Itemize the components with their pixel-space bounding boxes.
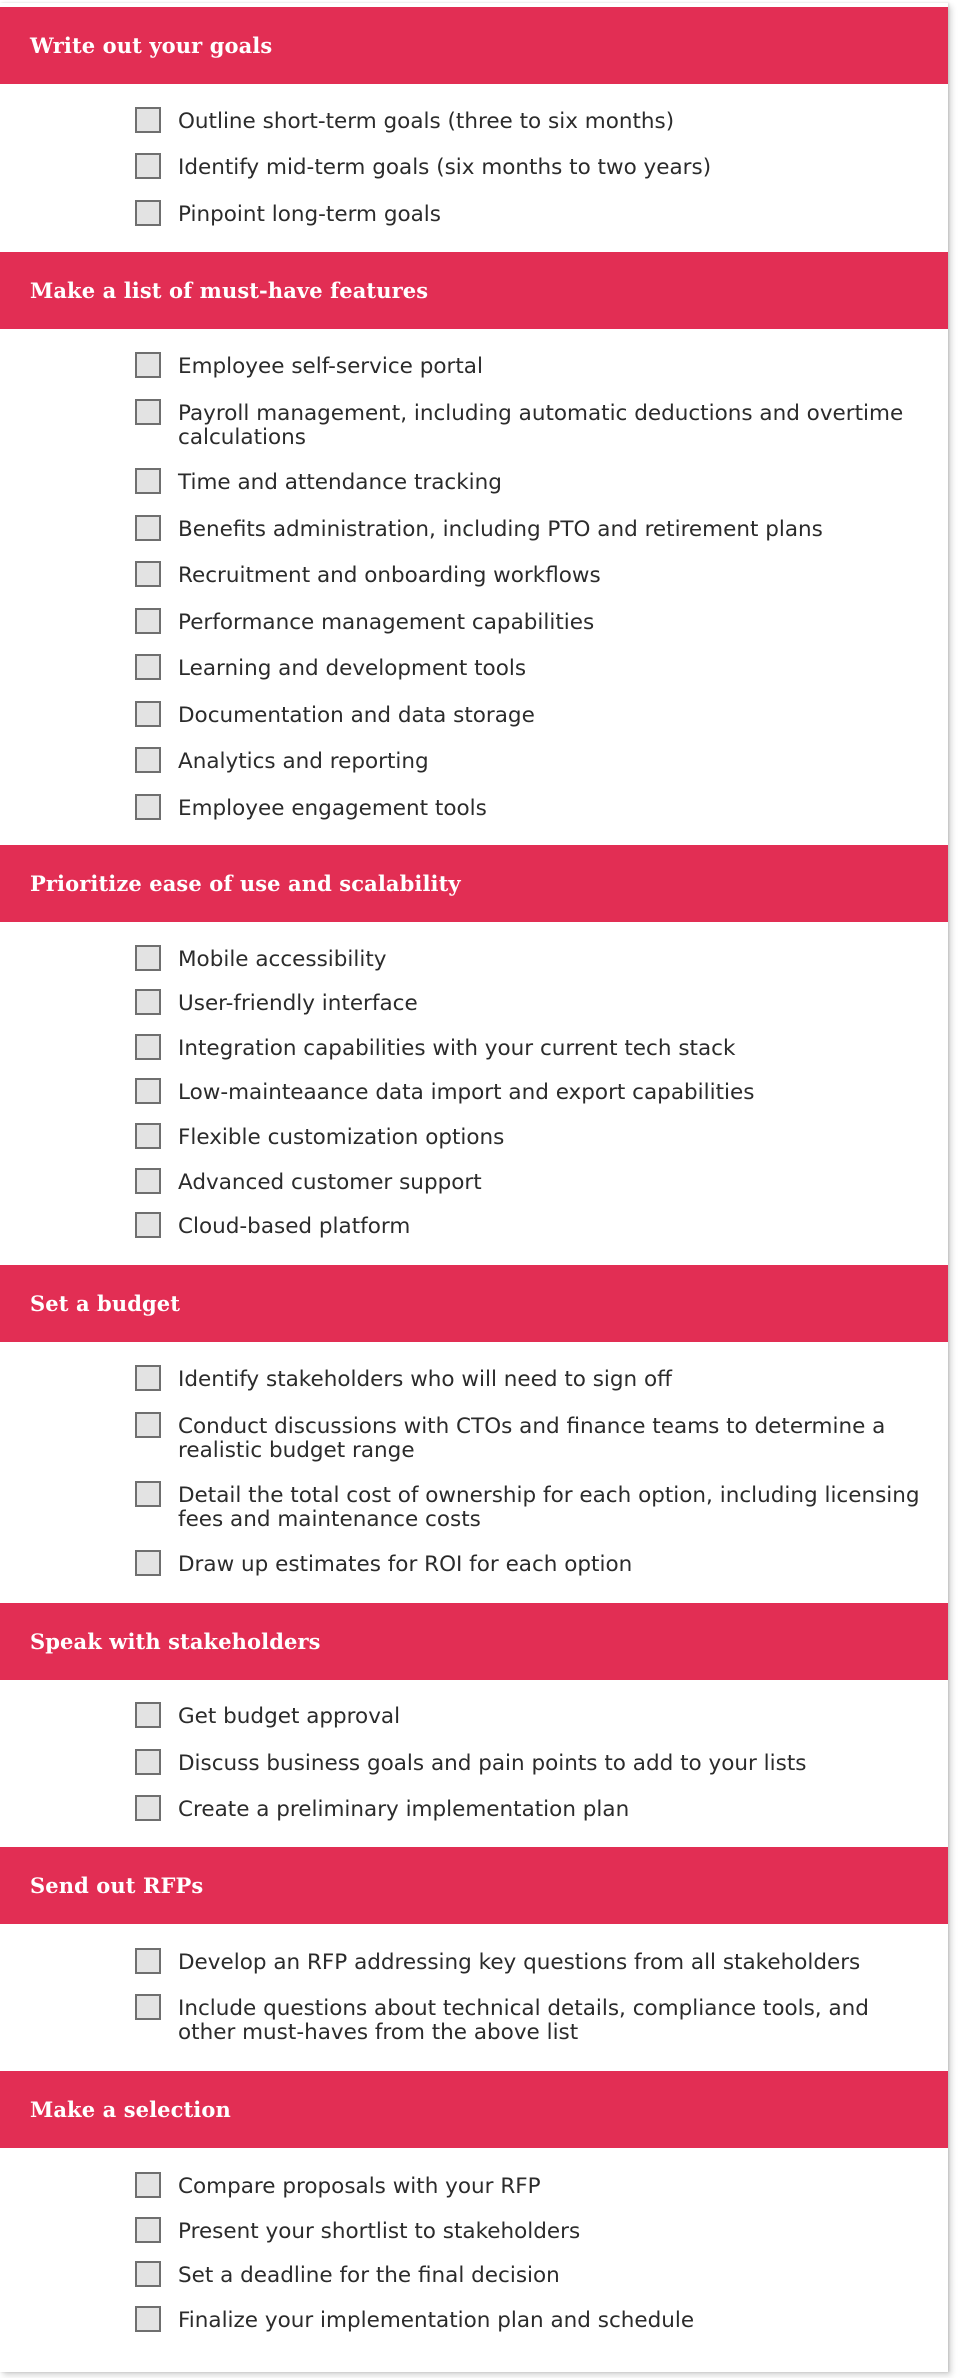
checklist-item-label: Mobile accessibility bbox=[178, 947, 387, 972]
checklist-page bbox=[0, 3, 948, 2372]
checklist-item-label: Cloud-based platform bbox=[178, 1214, 411, 1239]
checkbox[interactable] bbox=[135, 1034, 161, 1060]
checkbox[interactable] bbox=[135, 2306, 161, 2332]
checklist-item-label: Finalize your implementation plan and schedule bbox=[178, 2308, 695, 2333]
checkbox[interactable] bbox=[135, 1702, 161, 1728]
checkbox[interactable] bbox=[135, 1749, 161, 1775]
checklist-item-label: Set a deadline for the final decision bbox=[178, 2263, 560, 2288]
checkbox[interactable] bbox=[135, 107, 161, 133]
checklist-item-label: Flexible customization options bbox=[178, 1125, 505, 1150]
section-header-ease-of-use bbox=[0, 845, 948, 922]
checklist-item-label: Recruitment and onboarding workflows bbox=[178, 563, 601, 588]
section-header-goals bbox=[0, 7, 948, 84]
checklist-item-label: Outline short-term goals (three to six months) bbox=[178, 109, 675, 134]
checklist-item-label: Detail the total cost of ownership for each option, including licensing fees and maintenance costs bbox=[178, 1483, 920, 1532]
checklist-item-label: Integration capabilities with your current tech stack bbox=[178, 1036, 736, 1061]
checklist-item-label: Learning and development tools bbox=[178, 656, 527, 681]
section-title: Make a list of must-have features bbox=[30, 278, 429, 303]
checklist-item-label: Payroll management, including automatic deductions and overtime calculations bbox=[178, 401, 904, 450]
checklist-item-label: Documentation and data storage bbox=[178, 703, 535, 728]
checkbox[interactable] bbox=[135, 945, 161, 971]
checklist-item-label: Discuss business goals and pain points to add to your lists bbox=[178, 1751, 807, 1776]
checklist-item-label: Conduct discussions with CTOs and finance teams to determine a realistic budget range bbox=[178, 1414, 886, 1463]
checklist-item-label: Time and attendance tracking bbox=[178, 470, 502, 495]
checklist-item-label: User-friendly interface bbox=[178, 991, 418, 1016]
checklist-item-label: Benefits administration, including PTO and retirement plans bbox=[178, 517, 823, 542]
checkbox[interactable] bbox=[135, 200, 161, 226]
checkbox[interactable] bbox=[135, 1168, 161, 1194]
checklist-item-label: Identify mid-term goals (six months to two years) bbox=[178, 155, 712, 180]
checkbox[interactable] bbox=[135, 1365, 161, 1391]
section-title: Prioritize ease of use and scalability bbox=[30, 871, 461, 896]
checkbox[interactable] bbox=[135, 989, 161, 1015]
checkbox[interactable] bbox=[135, 654, 161, 680]
checklist-item-label: Develop an RFP addressing key questions from all stakeholders bbox=[178, 1950, 861, 1975]
section-header-selection bbox=[0, 2071, 948, 2148]
checkbox[interactable] bbox=[135, 701, 161, 727]
section-title: Write out your goals bbox=[30, 33, 273, 58]
checklist-item-label: Performance management capabilities bbox=[178, 610, 595, 635]
checkbox[interactable] bbox=[135, 153, 161, 179]
checkbox[interactable] bbox=[135, 1123, 161, 1149]
checklist-item-label: Include questions about technical details, compliance tools, and other must-haves from the above list bbox=[178, 1996, 869, 2045]
checkbox[interactable] bbox=[135, 352, 161, 378]
checkbox[interactable] bbox=[135, 1795, 161, 1821]
section-header-stakeholders bbox=[0, 1603, 948, 1680]
checklist-item-label: Employee self-service portal bbox=[178, 354, 483, 379]
checkbox[interactable] bbox=[135, 468, 161, 494]
checklist-item-label: Advanced customer support bbox=[178, 1170, 482, 1195]
checkbox[interactable] bbox=[135, 747, 161, 773]
checkbox[interactable] bbox=[135, 1078, 161, 1104]
checkbox[interactable] bbox=[135, 2261, 161, 2287]
section-header-features bbox=[0, 252, 948, 329]
checkbox[interactable] bbox=[135, 399, 161, 425]
checkbox[interactable] bbox=[135, 1948, 161, 1974]
section-title: Speak with stakeholders bbox=[30, 1629, 321, 1654]
checkbox[interactable] bbox=[135, 2217, 161, 2243]
checkbox[interactable] bbox=[135, 1994, 161, 2020]
section-header-rfps bbox=[0, 1847, 948, 1924]
checkbox[interactable] bbox=[135, 561, 161, 587]
checklist-item-label: Compare proposals with your RFP bbox=[178, 2174, 541, 2199]
checkbox[interactable] bbox=[135, 1412, 161, 1438]
section-title: Make a selection bbox=[30, 2097, 231, 2122]
checklist-item-label: Analytics and reporting bbox=[178, 749, 429, 774]
section-title: Set a budget bbox=[30, 1291, 181, 1316]
checklist-item-label: Get budget approval bbox=[178, 1704, 401, 1729]
checklist-item-label: Create a preliminary implementation plan bbox=[178, 1797, 630, 1822]
checklist-item-label: Present your shortlist to stakeholders bbox=[178, 2219, 581, 2244]
checklist-item-label: Employee engagement tools bbox=[178, 796, 487, 821]
checkbox[interactable] bbox=[135, 2172, 161, 2198]
checkbox[interactable] bbox=[135, 1481, 161, 1507]
section-title: Send out RFPs bbox=[30, 1873, 204, 1898]
checkbox[interactable] bbox=[135, 1212, 161, 1238]
checklist-item-label: Pinpoint long-term goals bbox=[178, 202, 441, 227]
checklist-item-label: Draw up estimates for ROI for each option bbox=[178, 1552, 633, 1577]
checkbox[interactable] bbox=[135, 1550, 161, 1576]
checkbox[interactable] bbox=[135, 515, 161, 541]
checklist-item-label: Identify stakeholders who will need to sign off bbox=[178, 1367, 672, 1392]
checkbox[interactable] bbox=[135, 608, 161, 634]
checkbox[interactable] bbox=[135, 794, 161, 820]
section-header-budget bbox=[0, 1265, 948, 1342]
checklist-item-label: Low-mainteaance data import and export capabilities bbox=[178, 1080, 755, 1105]
